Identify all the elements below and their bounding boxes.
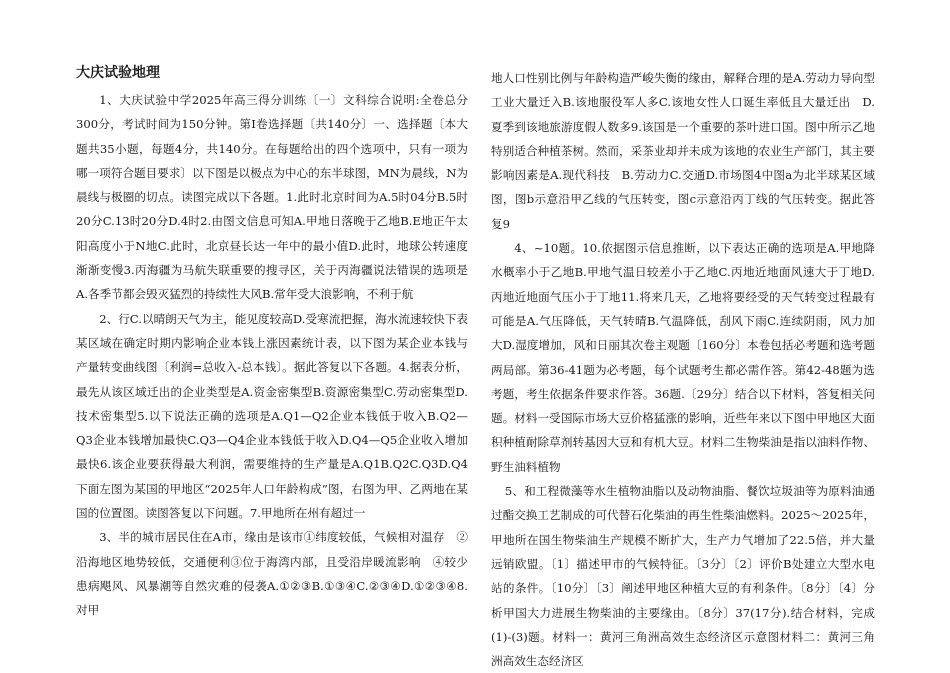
right-column	[491, 66, 875, 673]
paragraph-5: 5、和工程微藻等水生植物油脂以及动物油脂、餐饮垃圾油等为原料油通过酯交换工艺制成的可代替石化柴油的再生性柴油燃料。2025～2025年，甲地所在国生物柴油生产规模不断扩大，生产力气增加了22.5倍，并大量远销欧盟。〔1〕描述甲市的气候特征。〔3分〕〔2〕评价B处建立大型水电站的条件。〔10分〕〔3〕阐述甲地区种植大豆的有利条件。〔8分〕〔4〕分析甲国大力进展生物柴油的主要缘由。〔8分〕37(17分).结合材料，完成(1)-(3)题。材料一：黄河三角洲高效生态经济区示意图材料二：黄河三角洲高效生态经济区	[491, 484, 875, 669]
paragraph-3: 3、半的城市居民住在A市，缘由是该市①纬度较低，气候相对温存 ②沿海地区地势较低，交通便利③位于海湾内部，且受沿岸暖流影响 ④较少患病飓风、风暴潮等自然灾难的侵袭A.①②③B.①③④C.②③④D.①②③④8.对甲	[76, 530, 468, 618]
paragraph-4: 4、~10题。10.依据图示信息推断，以下表达正确的选项是A.甲地降水概率小于乙地B.甲地气温日较差小于乙地C.丙地近地面风速大于丁地D.丙地近地面气压小于丁地11.将来几天，乙地将要经受的天气转变过程最有可能是A.气压降低，天气转晴B.气温降低，刮风下雨C.连续阴雨，风力加大D.湿度增加，风和日丽其次卷主观题〔160分〕本卷包括必考题和选考题两局部。第36-41题为必考题，每个试题考生都必需作答。第42-48题为选考题，考生依据条件要求作答。36题.〔29分〕结合以下材料，答复相关问题。材料一受国际市场大豆价格猛涨的影响，近些年来以下图中甲地区大面积种植耐除草剂转基因大豆和有机大豆。材料二生物柴油是指以油料作物、野生油料植物	[491, 241, 875, 474]
left-column	[76, 62, 468, 623]
paragraph-3-continued: 地人口性别比例与年龄构造严峻失衡的缘由，解释合理的是A.劳动力导向型工业大量迁入B.该地服役军人多C.该地女性人口诞生率低且大量迁出 D.夏季到该地旅游度假人数多9.该国是一个重要的茶叶进口国。图中所示乙地特别适合种植茶树。然而，采茶业却并未成为该地的农业生产部门，其主要影响因素是A.现代科技 B.劳动力C.交通D.市场图4中图a为北半球某区域图，图b示意沿甲乙线的气压转变，图c示意沿丙丁线的气压转变。据此答复9	[491, 71, 875, 231]
paragraph-1: 1、大庆试验中学2025年高三得分训练〔一〕文科综合说明:全卷总分 300分，考试时间为150分钟。第Ⅰ卷选择题〔共140分〕一、选择题〔本大题共35小题，每题4分，共140分。在每题给出的四个选项中，只有一项为哪一项符合题目要求〕以下图是以极点为中心的东半球图，MN为晨线，N为晨线与极圈的切点。读图完成以下各题。1.此时北京时间为A.5时04分B.5时20分C.13时20分D.4时2.由图文信息可知A.甲地日落晚于乙地B.E地正午太阳高度小于N地C.此时，北京昼长达一年中的最小值D.此时，地球公转速度渐渐变慢3.丙海疆为马航失联重要的搜寻区，关于丙海疆说法错误的选项是A.各季节都会毁灭猛烈的持续性大风B.常年受大浪影响，不利于航	[76, 93, 468, 302]
paragraph-2: 2、行C.以晴朗天气为主，能见度较高D.受寒流把握，海水流速较快下表某区域在确定时期内影响企业本钱上涨因素统计表，以下图为某企业本钱与产量转变曲线图〔利润=总收入-总本钱〕。据此答复以下各题。4.据表分析，最先从该区域迁出的企业类型是A.资金密集型B.资源密集型C.劳动密集型D.技术密集型5.以下说法正确的选项是A.Q1—Q2企业本钱低于收入B.Q2—Q3企业本钱增加最快C.Q3—Q4企业本钱低于收入D.Q4—Q5企业收入增加最快6.该企业要获得最大利润，需要维持的生产量是A.Q1B.Q2C.Q3D.Q4下面左图为某国的甲地区“2025年人口年龄构成”图，右图为甲、乙两地在某国的位置图。读图答复以下问题。7.甲地所在州有超过一	[76, 311, 468, 521]
document-title: 大庆试验地理	[76, 65, 160, 81]
